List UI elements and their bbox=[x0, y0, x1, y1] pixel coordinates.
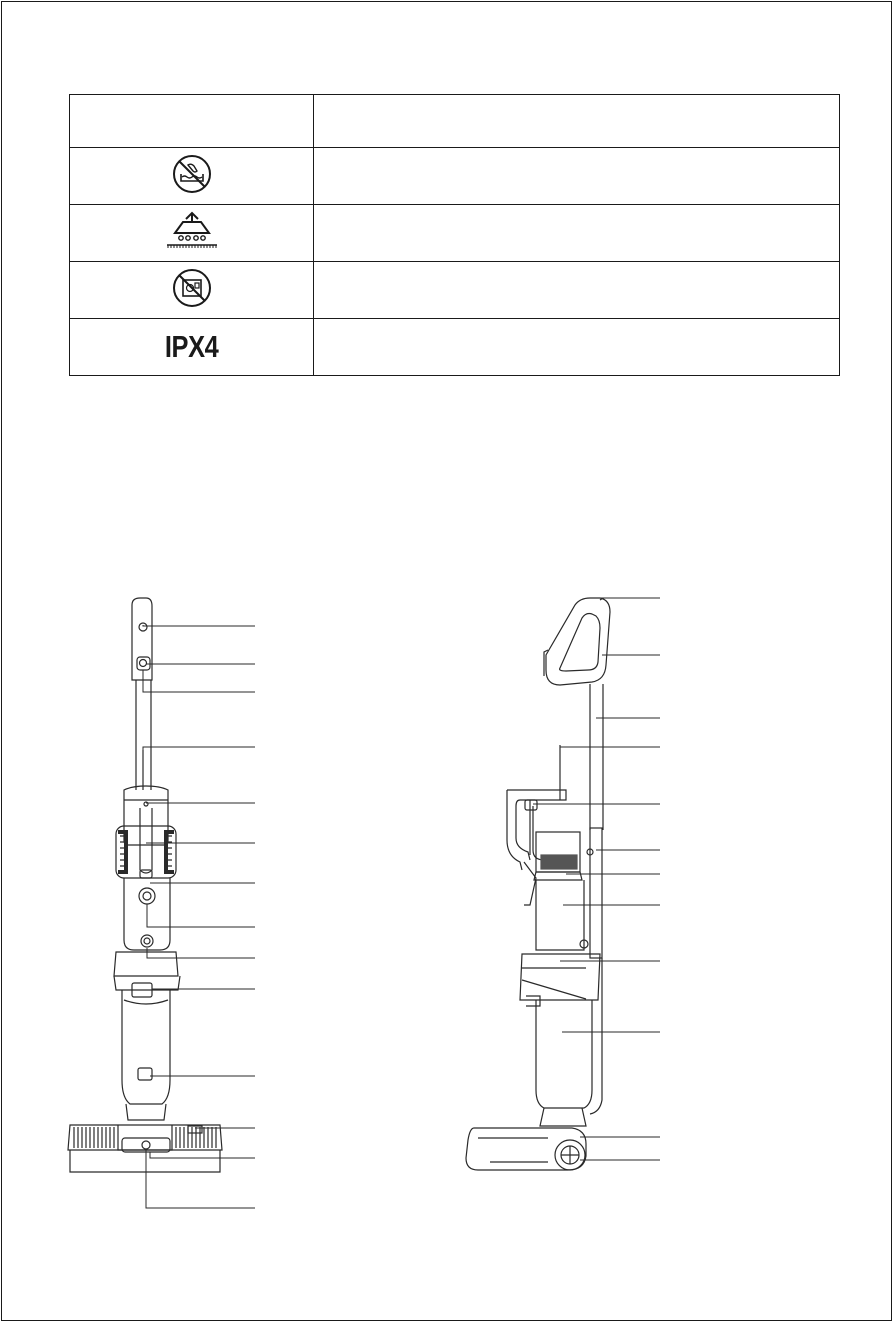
side-view-callout-lines bbox=[533, 598, 660, 1160]
ipx4-icon: IPX4 bbox=[164, 329, 219, 364]
side-view-illustration bbox=[466, 598, 610, 1170]
front-view-illustration bbox=[68, 598, 222, 1172]
